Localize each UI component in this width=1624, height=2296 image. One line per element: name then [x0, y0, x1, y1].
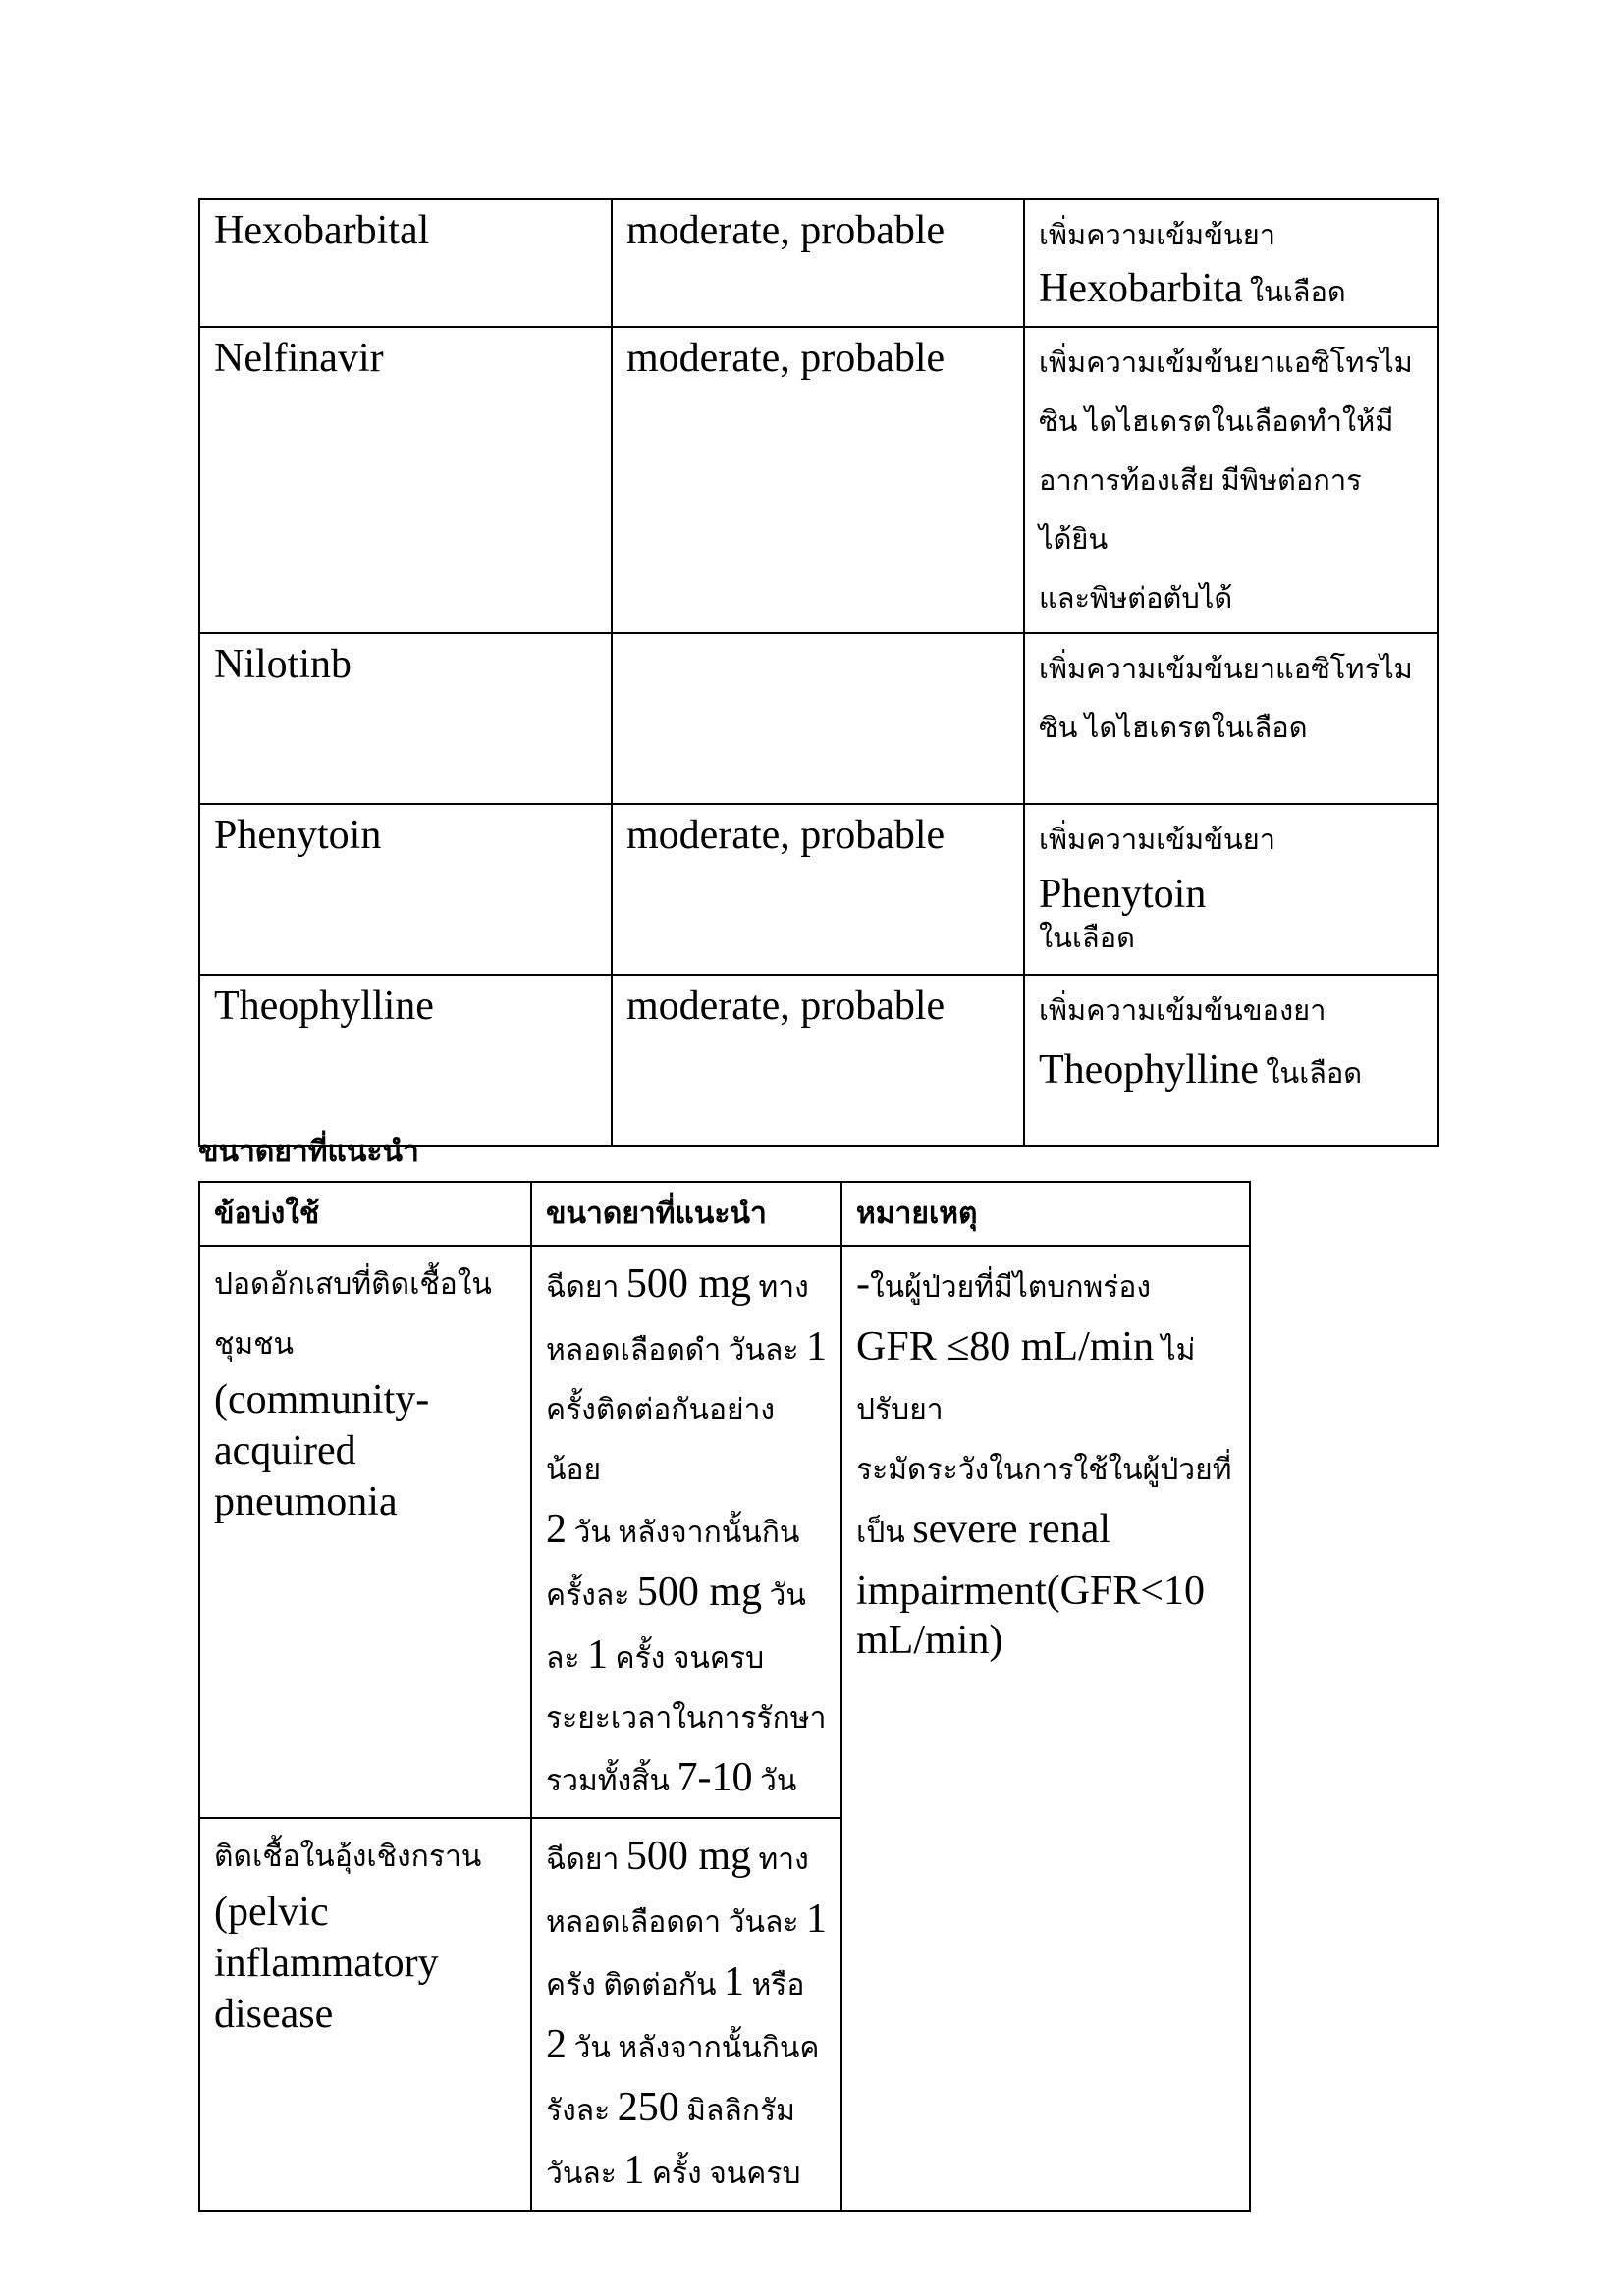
- drug-name: Nilotinb: [199, 633, 612, 804]
- table-row: [199, 199, 1438, 327]
- effect: เพิ่มความเข้มข้นยา Phenytoin ในเลือด: [1024, 804, 1438, 975]
- effect: เพิ่มความเข้มข้นยา Hexobarbita ในเลือด: [1024, 199, 1438, 327]
- drug-name: Phenytoin: [199, 804, 612, 975]
- drug-name: Hexobarbital: [199, 199, 612, 327]
- severity: moderate, probable: [612, 327, 1024, 633]
- severity: moderate, probable: [612, 199, 1024, 327]
- severity: moderate, probable: [612, 804, 1024, 975]
- effect: เพิ่มความเข้มข้นยาแอซิโทรไม ซิน ไดไฮเดรตในเลือดทำให้มี อาการท้องเสีย มีพิษต่อการได้ยิน และพิษต่อตับได้: [1024, 327, 1438, 633]
- effect: เพิ่มความเข้มข้นยาแอซิโทรไม ซิน ไดไฮเดรตในเลือด: [1024, 633, 1438, 804]
- header-note: หมายเหตุ: [841, 1182, 1250, 1246]
- drug-name: Nelfinavir: [199, 327, 612, 633]
- table-header-row: [199, 1182, 1250, 1246]
- indication: ปอดอักเสบที่ติดเชื้อใน ชุมชน (community- acquired pneumonia: [199, 1246, 531, 1818]
- dose: ฉีดยา 500 mg ทาง หลอดเลือดดา วันละ 1 ครัง ติดต่อกัน 1 หรือ 2 วัน หลังจากนั้นกินค รังละ 250 มิลลิกรัม วันละ 1 ครั้ง จนครบ: [531, 1818, 841, 2211]
- table-row: [199, 804, 1438, 975]
- dosage-table: [198, 1181, 1251, 2212]
- dose: ฉีดยา 500 mg ทาง หลอดเลือดดำ วันละ 1 ครั้งติดต่อกันอย่างน้อย 2 วัน หลังจากนั้นกิน ครั้งละ 500 mg วัน ละ 1 ครั้ง จนครบ ระยะเวลาในการรักษา รวมทั้งสิ้น 7-10 วัน: [531, 1246, 841, 1818]
- header-dose: ขนาดยาที่แนะนำ: [531, 1182, 841, 1246]
- note: -ในผู้ป่วยที่มีไตบกพร่อง GFR ≤80 mL/min ไม่ ปรับยา ระมัดระวังในการใช้ในผู้ป่วยที่ เป็น severe renal impairment(GFR<10 mL/min): [841, 1246, 1250, 2211]
- drug-name: Theophylline: [199, 975, 612, 1146]
- table-row: [199, 975, 1438, 1146]
- table-row: [199, 633, 1438, 804]
- section-heading: ขนาดยาที่แนะนำ: [198, 1136, 419, 1168]
- indication: ติดเชื้อในอุ้งเชิงกราน (pelvic inflammatory disease: [199, 1818, 531, 2211]
- table-row: [199, 327, 1438, 633]
- severity: [612, 633, 1024, 804]
- table-row: [199, 1246, 1250, 1818]
- header-indication: ข้อบ่งใช้: [199, 1182, 531, 1246]
- interaction-table: [198, 198, 1439, 1147]
- severity: moderate, probable: [612, 975, 1024, 1146]
- effect: เพิ่มความเข้มข้นของยา Theophylline ในเลือด: [1024, 975, 1438, 1146]
